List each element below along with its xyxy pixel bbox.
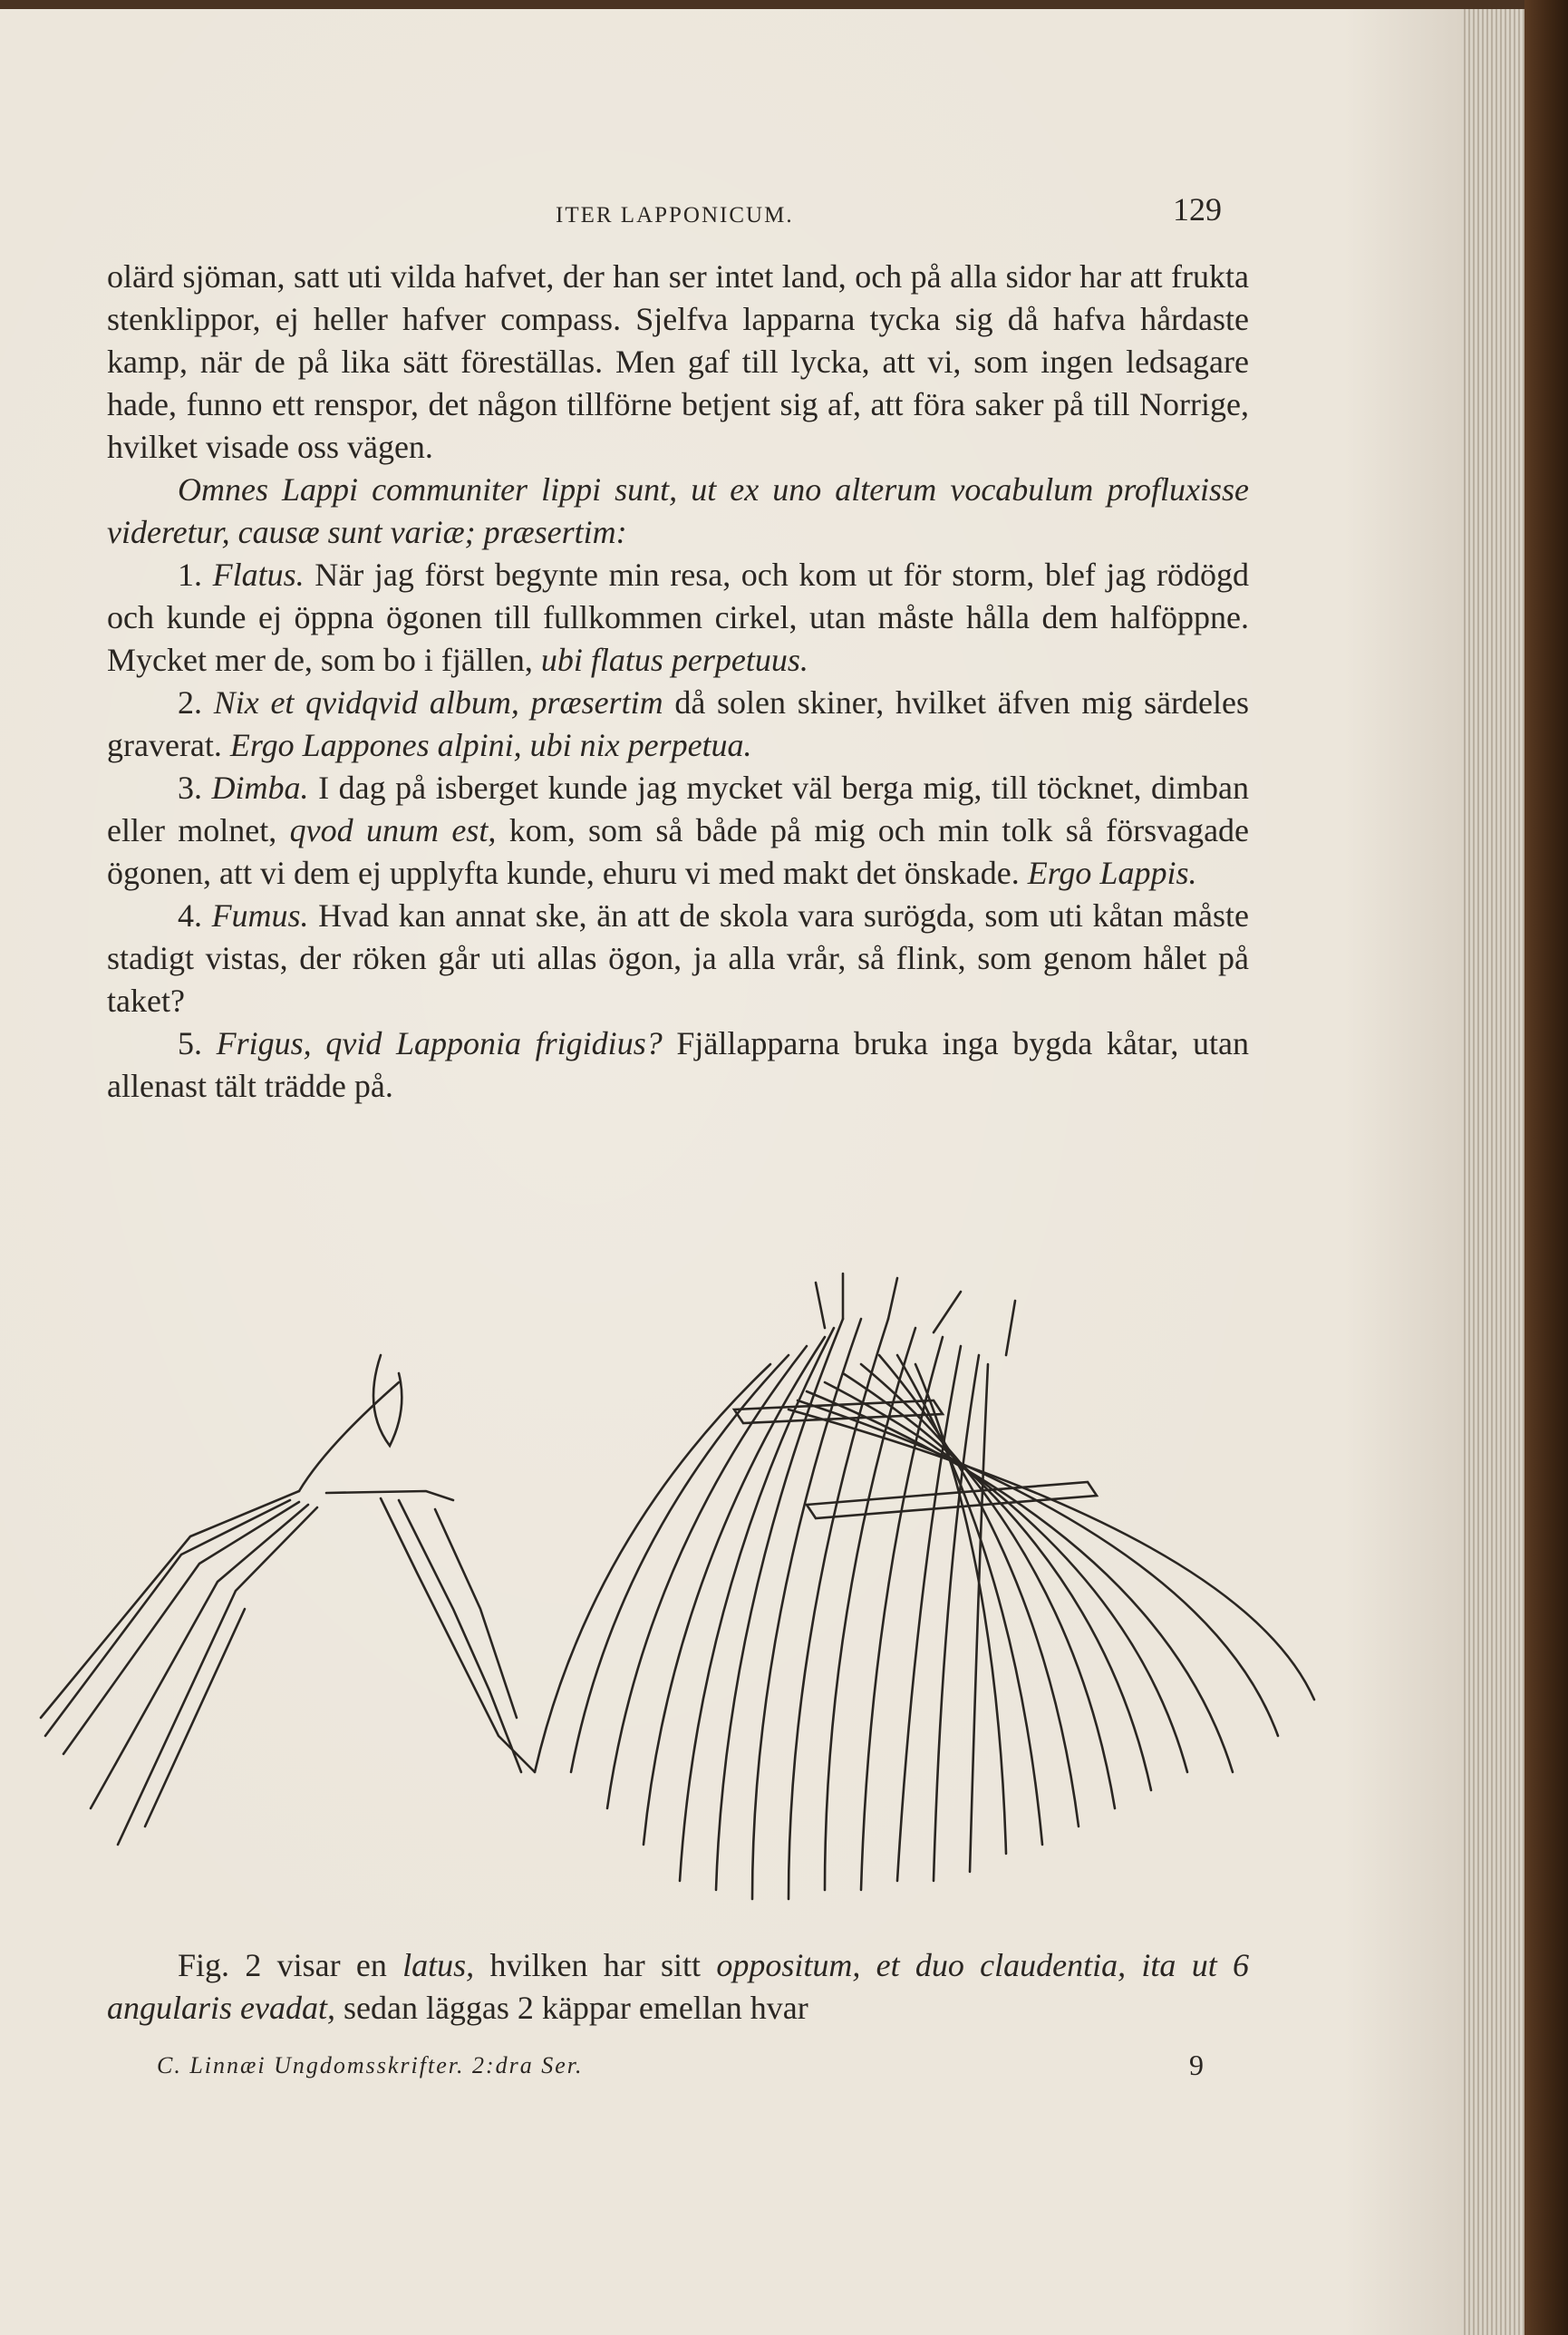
paragraph-7 — [107, 1022, 1249, 1108]
paragraph-6 — [107, 895, 1249, 1022]
latin-text: Frigus, qvid Lapponia frigidius? — [216, 1025, 663, 1061]
paragraph-4 — [107, 682, 1249, 767]
latin-text: oppositum, et duo claudentia, ita ut 6 angularis evadat, — [107, 1947, 1250, 2026]
latin-text: Fumus. — [211, 897, 309, 934]
latin-text: Ergo Lappis. — [1027, 855, 1197, 891]
caption-text: hvilken har sitt — [489, 1947, 702, 1983]
signature-mark: C. Linnæi Ungdomsskrifter. 2:dra Ser. — [157, 2052, 584, 2078]
latin-text: Ergo Lappones alpini, ubi nix perpetua. — [229, 727, 752, 763]
book-binding — [1524, 0, 1568, 2335]
caption-text: sedan läggas 2 käppar emellan hvar — [343, 1990, 808, 2026]
item-number: 5. — [178, 1025, 202, 1061]
item-number: 1. — [178, 557, 202, 593]
page-number: 129 — [1173, 191, 1222, 228]
swedish-text: kom, som så både på mig och min tolk så försvagade ögonen, att vi dem ej upplyfta kunde, ehuru vi med makt det önskade. — [107, 812, 1250, 891]
latin-text: ubi flatus perpetuus. — [540, 642, 808, 678]
latin-text: Omnes Lappi communiter lippi sunt, ut ex uno alterum vocabulum profluxisse videretur, causæ sunt variæ; præsertim: — [107, 471, 1249, 550]
body-text — [107, 256, 1249, 1108]
running-title: ITER LAPPONICUM. — [556, 203, 794, 228]
swedish-text: I dag på isberget kunde jag mycket väl berga mig, till töcknet, dimban eller molnet, — [107, 770, 1250, 848]
page-header — [107, 190, 1222, 236]
item-number: 4. — [178, 897, 202, 934]
latin-text: Nix et qvidqvid album, præsertim — [213, 684, 663, 721]
swedish-text: När jag först begynte min resa, och kom ut för storm, blef jag rödögd och kunde ej öppna ögonen till fullkommen cirkel, utan måste hålla dem halföppne. Mycket mer de, som bo i fjällen, — [107, 557, 1250, 678]
swedish-text: då solen skiner, hvilket äfven mig särdeles graverat. — [107, 684, 1250, 763]
item-number: 3. — [178, 770, 202, 806]
latin-text: latus, — [402, 1947, 475, 1983]
caption-text: Fig. 2 visar en — [178, 1947, 387, 1983]
tent-sketch — [27, 1264, 1332, 1944]
figure-caption — [107, 1944, 1249, 2030]
swedish-text: Fjällapparna bruka inga bygda kåtar, utan allenast tält trädde på. — [107, 1025, 1250, 1104]
page-edges — [1461, 9, 1524, 2335]
latin-text: qvod unum est, — [289, 812, 497, 848]
latin-text: Flatus. — [212, 557, 305, 593]
paragraph-3 — [107, 554, 1249, 682]
paragraph-5 — [107, 767, 1249, 895]
caption-paragraph — [107, 1944, 1249, 2030]
paragraph-2 — [107, 469, 1249, 554]
sheet-number: 9 — [1189, 2049, 1204, 2081]
swedish-text: Hvad kan annat ske, än att de skola vara surögda, som uti kåtan måste stadigt vistas, der röken går uti allas ögon, ja alla vrår, så flink, som genom hålet på taket? — [107, 897, 1250, 1019]
paragraph-1: olärd sjöman, satt uti vilda hafvet, der han ser intet land, och på alla sidor har att frukta stenklippor, ej heller hafver compass. Sjelfva lapparna tycka sig då hafva hårdaste kamp, när de på lika sätt föreställas. Men gaf till lycka, att vi, som ingen ledsagare hade, funno ett renspor, det någon tillförne betjent sig af, att föra saker på till Norrige, hvilket visade oss vägen. — [107, 258, 1249, 465]
page-footer — [107, 2049, 1204, 2085]
latin-text: Dimba. — [211, 770, 309, 806]
item-number: 2. — [178, 684, 202, 721]
